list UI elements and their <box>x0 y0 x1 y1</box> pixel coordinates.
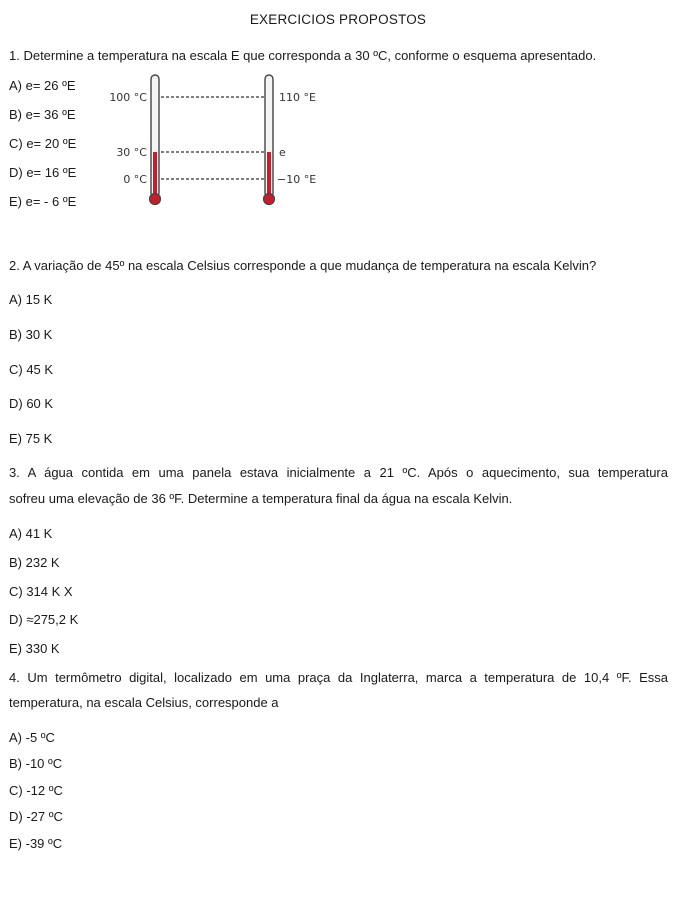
question-1-option-b: B) e= 36 ºE <box>9 107 76 122</box>
question-3-text-line-1: 3. A água contida em uma panela estava inicialmente a 21 ºC. Após o aquecimento, sua temperatura <box>9 465 668 480</box>
question-3-option-a: A) 41 K <box>9 526 53 541</box>
label-celsius-0: 0 °C <box>123 173 147 186</box>
question-1-option-e: E) e= - 6 ºE <box>9 194 77 209</box>
question-3-option-e: E) 330 K <box>9 641 60 656</box>
label-celsius-30: 30 °C <box>116 146 147 159</box>
thermometer-diagram <box>100 72 330 210</box>
question-2-option-a: A) 15 K <box>9 292 53 307</box>
question-2-text: 2. A variação de 45º na escala Celsius corresponde a que mudança de temperatura na escala Kelvin? <box>9 258 597 273</box>
question-3-text-line-2: sofreu uma elevação de 36 ºF. Determine a temperatura final da água na escala Kelvin. <box>9 491 513 506</box>
question-3-option-b: B) 232 K <box>9 555 60 570</box>
question-3-option-c: C) 314 K X <box>9 584 73 599</box>
label-e-minus-10: −10 °E <box>277 173 317 186</box>
thermometer-celsius <box>150 75 161 205</box>
question-3-option-d: D) ≈275,2 K <box>9 612 79 627</box>
label-e-110: 110 °E <box>279 91 316 104</box>
label-e-unknown: e <box>279 146 286 159</box>
question-4-text-line-1: 4. Um termômetro digital, localizado em uma praça da Inglaterra, marca a temperatura de 10,4 ºF. Essa <box>9 670 668 685</box>
label-celsius-100: 100 °C <box>109 91 147 104</box>
question-2-option-c: C) 45 K <box>9 362 54 377</box>
thermometer-e-scale <box>264 75 275 205</box>
question-1-text: 1. Determine a temperatura na escala E que corresponda a 30 ºC, conforme o esquema apresentado. <box>9 48 597 63</box>
question-2-option-d: D) 60 K <box>9 396 54 411</box>
question-4-option-c: C) -12 ºC <box>9 783 63 798</box>
question-4-option-a: A) -5 ºC <box>9 730 55 745</box>
question-2-option-e: E) 75 K <box>9 431 53 446</box>
question-2-option-b: B) 30 K <box>9 327 53 342</box>
question-1-option-a: A) e= 26 ºE <box>9 78 76 93</box>
page-title: EXERCICIOS PROPOSTOS <box>249 12 427 27</box>
question-4-text-line-2: temperatura, na escala Celsius, corresponde a <box>9 695 279 710</box>
question-4-option-e: E) -39 ºC <box>9 836 63 851</box>
question-1-option-d: D) e= 16 ºE <box>9 165 77 180</box>
question-1-option-c: C) e= 20 ºE <box>9 136 77 151</box>
question-4-option-d: D) -27 ºC <box>9 809 63 824</box>
question-4-option-b: B) -10 ºC <box>9 756 63 771</box>
